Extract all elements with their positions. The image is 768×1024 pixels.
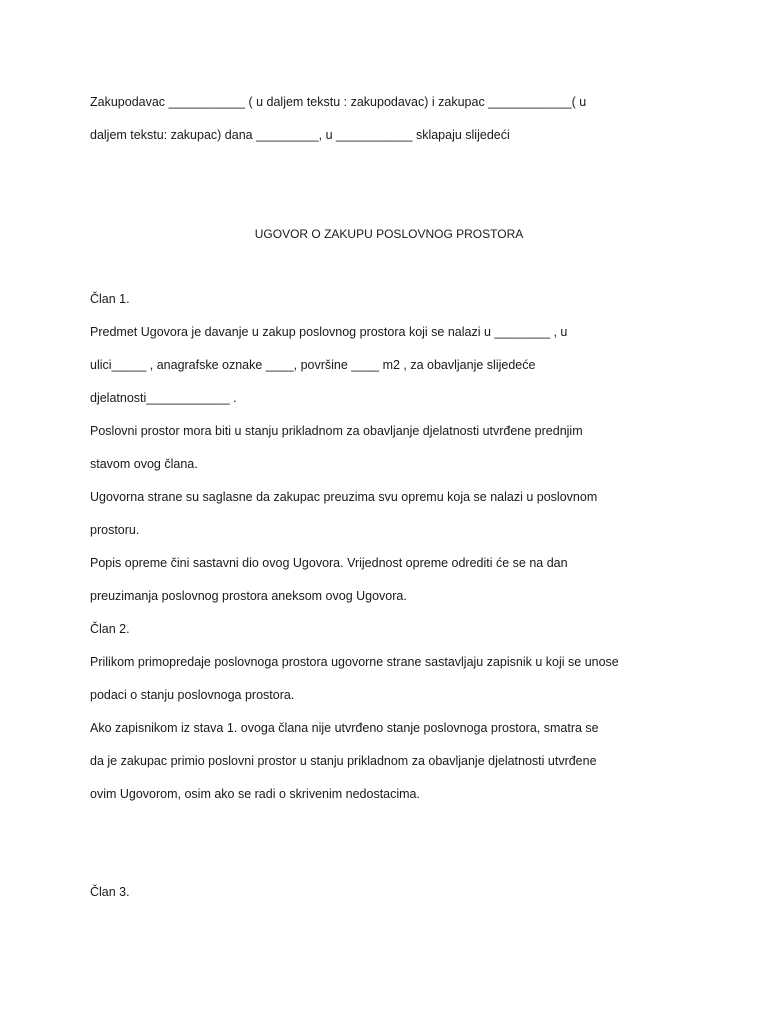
clan-1-heading: Član 1. [90, 292, 130, 306]
clan-1-line-9: preuzimanja poslovnog prostora aneksom ovog Ugovora. [90, 589, 407, 603]
clan-1-line-6: Ugovorna strane su saglasne da zakupac preuzima svu opremu koja se nalazi u poslovnom [90, 490, 598, 504]
clan-3-heading: Član 3. [90, 885, 130, 899]
document-title: UGOVOR O ZAKUPU POSLOVNOG PROSTORA [254, 227, 524, 241]
clan-2-line-5: ovim Ugovorom, osim ako se radi o skrivenim nedostacima. [90, 787, 420, 801]
clan-2-line-3: Ako zapisnikom iz stava 1. ovoga člana nije utvrđeno stanje poslovnoga prostora, smatra se [90, 721, 599, 735]
clan-1-line-5: stavom ovog člana. [90, 457, 198, 471]
clan-1-line-4: Poslovni prostor mora biti u stanju prikladnom za obavljanje djelatnosti utvrđene prednjim [90, 424, 583, 438]
clan-1-line-7: prostoru. [90, 523, 140, 537]
clan-2-heading: Član 2. [90, 622, 130, 636]
clan-1-line-8: Popis opreme čini sastavni dio ovog Ugovora. Vrijednost opreme odrediti će se na dan [90, 556, 568, 570]
clan-1-line-1: Predmet Ugovora je davanje u zakup poslovnog prostora koji se nalazi u ________ , u [90, 325, 568, 339]
clan-1-line-2: ulici_____ , anagrafske oznake ____, površine ____ m2 , za obavljanje slijedeće [90, 358, 536, 372]
clan-1-line-3: djelatnosti____________ . [90, 391, 237, 405]
intro-line-2: daljem tekstu: zakupac) dana _________, u ___________ sklapaju slijedeći [90, 128, 510, 142]
clan-2-line-1: Prilikom primopredaje poslovnoga prostora ugovorne strane sastavljaju zapisnik u koji se unose [90, 655, 619, 669]
intro-line-1: Zakupodavac ___________ ( u daljem tekstu : zakupodavac) i zakupac ____________( u [90, 95, 587, 109]
clan-2-line-2: podaci o stanju poslovnoga prostora. [90, 688, 295, 702]
clan-2-line-4: da je zakupac primio poslovni prostor u stanju prikladnom za obavljanje djelatnosti utvrđene [90, 754, 597, 768]
